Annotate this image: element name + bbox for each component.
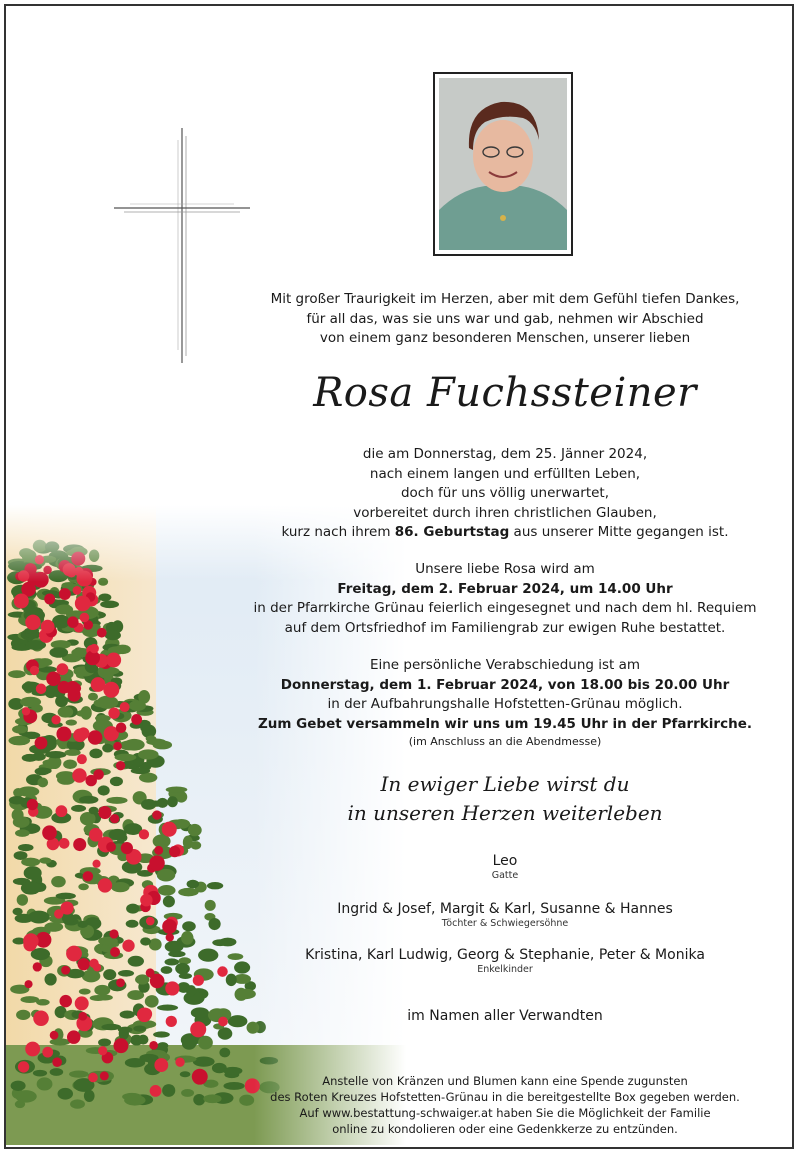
footer-line: Anstelle von Kränzen und Blumen kann eine Spende zugunsten [322,1074,688,1088]
death-line: vorbereitet durch ihren christlichen Glauben, [353,504,657,521]
family-relatives [240,1007,770,1025]
death-line: nach einem langen und erfüllten Leben, [369,465,641,482]
intro-line: für all das, was sie uns war und gab, nehmen wir Abschied [306,310,704,327]
birthday-text: 86. Geburtstag [394,524,510,540]
portrait-photo [439,78,567,250]
intro-line: Mit großer Traurigkeit im Herzen, aber mit dem Gefühl tiefen Dankes, [270,291,740,307]
death-line-post: aus unserer Mitte gegangen ist. [509,524,729,540]
service-line: Unsere liebe Rosa wird am [415,561,595,577]
farewell-note: (im Anschluss an die Abendmesse) [408,735,602,748]
family-children [240,900,770,930]
cross-icon [114,128,250,363]
service-line: auf dem Ortsfriedhof im Familiengrab zur ewigen Ruhe bestattet. [284,619,726,636]
service-line: in der Pfarrkirche Grünau feierlich eingesegnet und nach dem hl. Requiem [253,600,757,616]
death-line [240,523,770,543]
spouse-name: Leo [492,853,518,869]
death-line-pre: kurz nach ihrem [281,524,395,540]
children-role: Töchter & Schwiegersöhne [441,918,569,929]
footer-note [240,1073,770,1137]
footer-line: online zu kondolieren oder eine Gedenkkerze zu entzünden. [332,1122,678,1136]
family-spouse [240,852,770,882]
farewell-line: Eine persönliche Verabschiedung ist am [369,657,641,673]
spouse-role: Gatte [491,870,519,881]
deceased-name: Rosa Fuchssteiner [313,370,697,416]
grandchildren-names: Kristina, Karl Ludwig, Georg & Stephanie, Peter & Monika [305,947,705,963]
prayer-time: Zum Gebet versammeln wir uns um 19.45 Uhr in der Pfarrkirche. [258,715,752,732]
intro-line: von einem ganz besonderen Menschen, unserer lieben [319,330,691,346]
relatives-text: im Namen aller Verwandten [407,1008,603,1024]
footer-line: Auf www.bestattung-schwaiger.at haben Sie die Möglichkeit der Familie [299,1106,711,1120]
children-names: Ingrid & Josef, Margit & Karl, Susanne & Hannes [337,901,673,917]
service-date: Freitag, dem 2. Februar 2024, um 14.00 Uhr [337,580,673,597]
motto-line: in unseren Herzen weiterleben [347,801,663,825]
death-notice [240,445,770,543]
footer-line: des Roten Kreuzes Hofstetten-Grünau in die bereitgestellte Box gegeben werden. [270,1090,740,1104]
farewell-line: in der Aufbahrungshalle Hofstetten-Grünau möglich. [327,696,683,712]
portrait-photo-frame [433,72,573,256]
funeral-service [240,560,770,638]
grandchildren-role: Enkelkinder [477,964,533,975]
family-grandchildren [240,946,770,976]
memorial-motto [240,770,770,828]
motto-line: In ewiger Liebe wirst du [380,772,630,796]
intro-text [240,290,770,349]
death-line: die am Donnerstag, dem 25. Jänner 2024, [362,446,648,462]
farewell-info [240,656,770,749]
death-line: doch für uns völlig unerwartet, [400,485,610,501]
farewell-date: Donnerstag, dem 1. Februar 2024, von 18.00 bis 20.00 Uhr [280,676,730,693]
